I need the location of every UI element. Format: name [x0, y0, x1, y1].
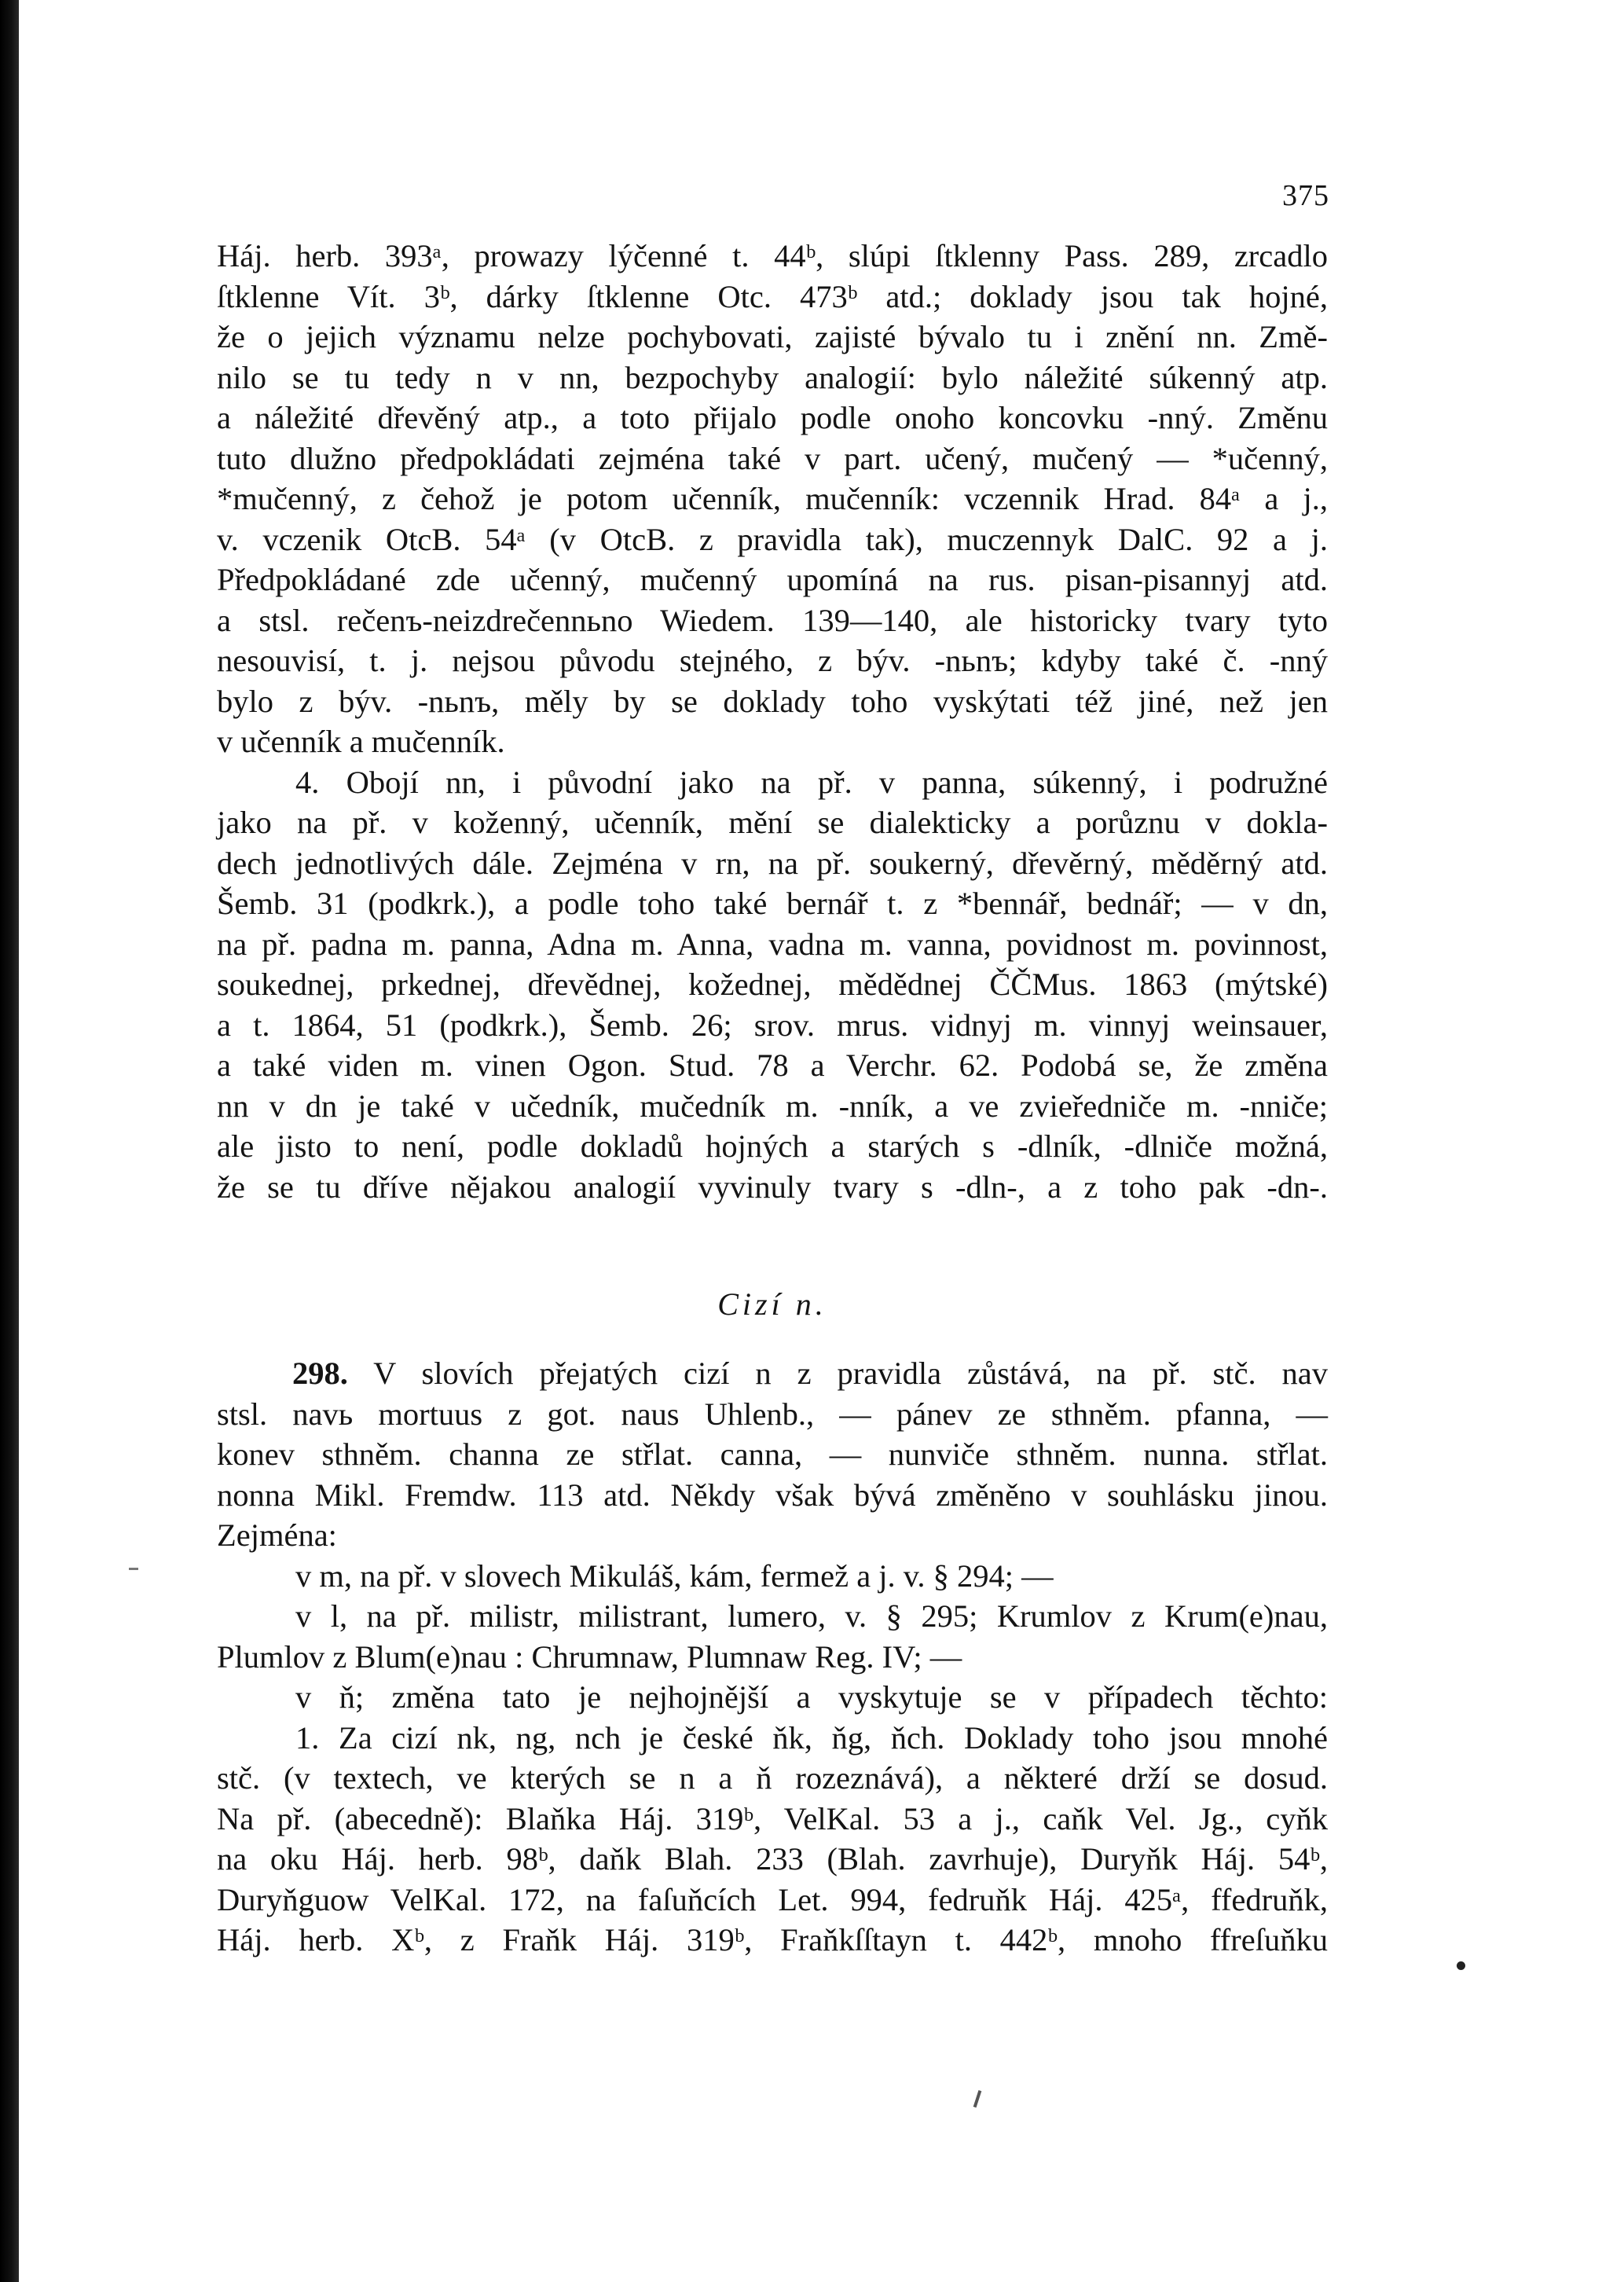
text-line: v m, na př. v slovech Mikuláš, kám, fermež a j. v. § 294; — [295, 1557, 1054, 1594]
text-line: tuto dlužno předpokládati zejména také v part. učený, mučený — *učenný, [217, 440, 1328, 476]
text-line: a náležité dřevěný atp., a toto přijalo podle onoho koncovku -nný. Změnu [217, 400, 1328, 435]
text-line: nesouvisí, t. j. nejsou původu stejného, z býv. -nьnъ; kdyby také č. -nný [217, 643, 1328, 678]
text-line: *mučenný, z čehož je potom učenník, mučenník: vczennik Hrad. 84ᵃ a j., [217, 481, 1328, 516]
text-line: na př. padna m. panna, Adna m. Anna, vadna m. vanna, povidnost m. povinnost, [217, 926, 1328, 962]
section-heading [217, 1285, 1328, 1324]
text-line: Předpokládané zde učenný, mučenný upomíná na rus. pisan-pisannyj atd. [217, 562, 1328, 597]
text-line: a stsl. rečenъ-neizdrečennьno Wiedem. 139—140, ale historicky tvary tyto [217, 602, 1328, 638]
text-line: Zejména: [217, 1517, 337, 1553]
text-line: dech jednotlivých dále. Zejména v rn, na př. soukerný, dřevěrný, měděrný atd. [217, 845, 1328, 881]
text-line: Plumlov z Blum(e)nau : Chrumnaw, Plumnaw Reg. IV; — [217, 1638, 962, 1675]
text-line: bylo z býv. -nьnъ, měly by se doklady toho vyskýtati též jiné, než jen [217, 683, 1328, 719]
text-line: nn v dn je také v učedník, mučedník m. -nník, a ve zvieředniče m. -nniče; [217, 1088, 1328, 1124]
paragraph-block-main [217, 236, 1328, 1207]
text-line: nonna Mikl. Fremdw. 113 atd. Někdy však bývá změněno v souhlásku jinou. [217, 1477, 1328, 1513]
section-number: 298. [292, 1356, 348, 1391]
text-line: a také viden m. vinen Ogon. Stud. 78 a Verchr. 62. Podobá se, že změna [217, 1047, 1328, 1083]
text-line: Háj. herb. Xᵇ, z Fraňk Háj. 319ᵇ, Fraňkſſtayn t. 442ᵇ, mnoho ffreſuňku [217, 1922, 1328, 1957]
text-line: 1. Za cizí nk, ng, nch je české ňk, ňg, ňch. Doklady toho jsou mnohé [295, 1719, 1328, 1756]
text-line: nilo se tu tedy n v nn, bezpochyby analogií: bylo náležité súkenný atp. [217, 359, 1328, 395]
section-first-line [217, 1353, 1328, 1394]
text-line: stč. (v textech, ve kterých se n a ň rozeznává), a některé drží se dosud. [217, 1760, 1328, 1796]
text-line: v l, na př. milistr, milistrant, lumero, v. § 295; Krumlov z Krum(e)nau, [295, 1598, 1328, 1634]
section-first-line-text: V slovích přejatých cizí n z pravidla zůstává, na př. stč. nav [373, 1356, 1328, 1391]
text-line: ale jisto to není, podle dokladů hojných a starých s -dlník, -dlniče možná, [217, 1128, 1328, 1164]
ink-tick [973, 2090, 982, 2108]
text-line: v ň; změna tato je nejhojnější a vyskytuje se v případech těchto: [295, 1679, 1328, 1715]
text-line: Šemb. 31 (podkrk.), a podle toho také bernář t. z *bennář, bednář; — v dn, [217, 886, 1328, 921]
text-line: v. vczenik OtcB. 54ᵃ (v OtcB. z pravidla tak), muczennyk DalC. 92 a j. [217, 521, 1328, 557]
text-line: soukednej, prkednej, dřevědnej, kožednej, mědědnej ČČMus. 1863 (mýtské) [217, 967, 1328, 1002]
text-line: že o jejich významu nelze pochybovati, zajisté bývalo tu i znění nn. Změ- [217, 319, 1328, 354]
scan-edge [0, 0, 19, 2282]
text-line: že se tu dříve nějakou analogií vyvinuly tvary s -dln-, a z toho pak -dn-. [217, 1169, 1328, 1205]
text-line: v učenník a mučenník. [217, 724, 505, 759]
text-line: na oku Háj. herb. 98ᵇ, daňk Blah. 233 (Blah. zavrhuje), Duryňk Háj. 54ᵇ, [217, 1841, 1328, 1877]
text-line: Na př. (abecedně): Blaňka Háj. 319ᵇ, VelKal. 53 a j., caňk Vel. Jg., cyňk [217, 1800, 1328, 1836]
paragraph-block-section [217, 1353, 1328, 1961]
ink-dot [1457, 1961, 1465, 1970]
page-number: 375 [1282, 179, 1329, 212]
text-line: ſtklenne Vít. 3ᵇ, dárky ſtklenne Otc. 473ᵇ atd.; doklady jsou tak hojné, [217, 278, 1328, 314]
margin-mark [129, 1568, 138, 1570]
text-line: jako na př. v koženný, učenník, mění se dialekticky a porůznu v dokla- [217, 805, 1328, 840]
heading-text: Cizí n. [717, 1286, 827, 1322]
text-line: stsl. navь mortuus z got. naus Uhlenb., — pánev ze sthněm. pfanna, — [217, 1396, 1328, 1432]
text-line: a t. 1864, 51 (podkrk.), Šemb. 26; srov. mrus. vidnyj m. vinnyj weinsauer, [217, 1007, 1328, 1043]
text-line: Háj. herb. 393ᵃ, prowazy lýčenné t. 44ᵇ, slúpi ſtklenny Pass. 289, zrcadlo [217, 238, 1328, 273]
text-line: Duryňguow VelKal. 172, na faſuňcích Let. 994, fedruňk Háj. 425ᵃ, ffedruňk, [217, 1881, 1328, 1917]
text-line: konev sthněm. channa ze střlat. canna, — nunviče sthněm. nunna. střlat. [217, 1436, 1328, 1472]
text-line: 4. Obojí nn, i původní jako na př. v panna, súkenný, i podružné [295, 764, 1328, 800]
